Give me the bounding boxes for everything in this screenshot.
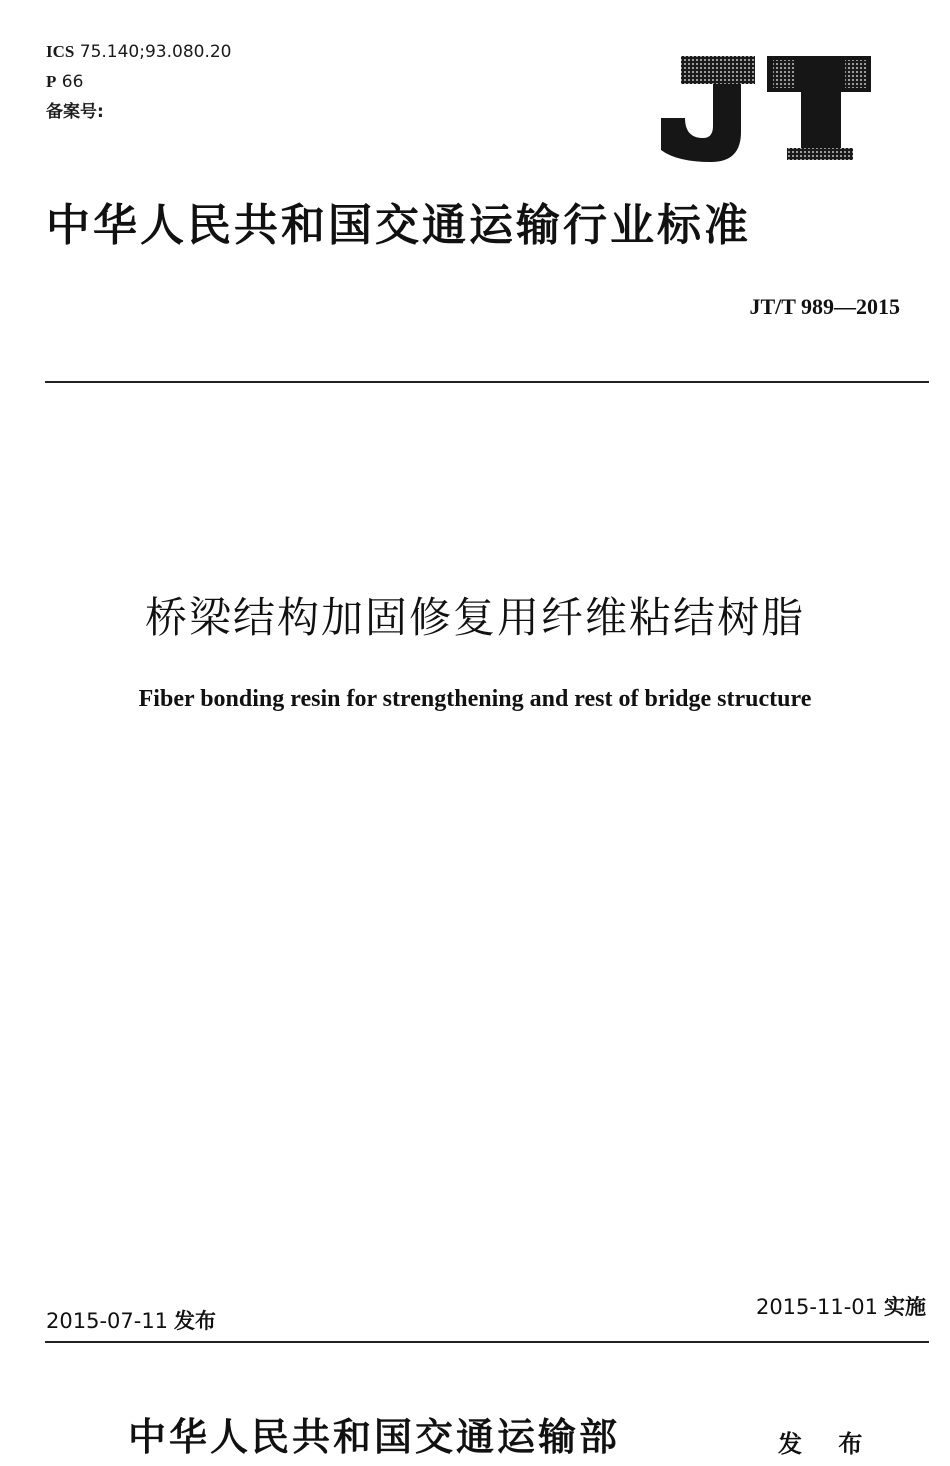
footer-divider [45,1341,929,1343]
implementation-date-value: 2015-11-01 [755,1295,878,1319]
record-number-label: 备案号: [46,102,104,122]
ccs-label: P [46,72,57,91]
standard-category-title: 中华人民共和国交通运输行业标准 [46,200,751,251]
jt-logo [655,54,875,166]
issue-word: 发 布 [778,1430,877,1458]
implementation-date [756,1294,926,1320]
document-title-english: Fiber bonding resin for strengthening and rest of bridge structure [138,686,812,712]
ics-label: ICS [46,42,75,61]
issuing-authority: 中华人民共和国交通运输部 [128,1414,621,1459]
issue-date [46,1308,216,1334]
logo-letter-j [661,56,755,162]
logo-letter-t [767,56,871,160]
ccs-code [46,72,83,92]
issue-date-label: 发布 [174,1309,217,1333]
standard-number: JT/T 989—2015 [749,294,900,319]
document-title-chinese: 桥梁结构加固修复用纤维粘结树脂 [144,593,805,642]
ics-value: 75.140;93.080.20 [79,42,232,62]
implementation-date-label: 实施 [884,1295,926,1319]
issue-date-value: 2015-07-11 [46,1309,169,1333]
ccs-value: 66 [61,72,84,92]
ics-code [46,42,232,62]
header-divider [45,381,929,383]
